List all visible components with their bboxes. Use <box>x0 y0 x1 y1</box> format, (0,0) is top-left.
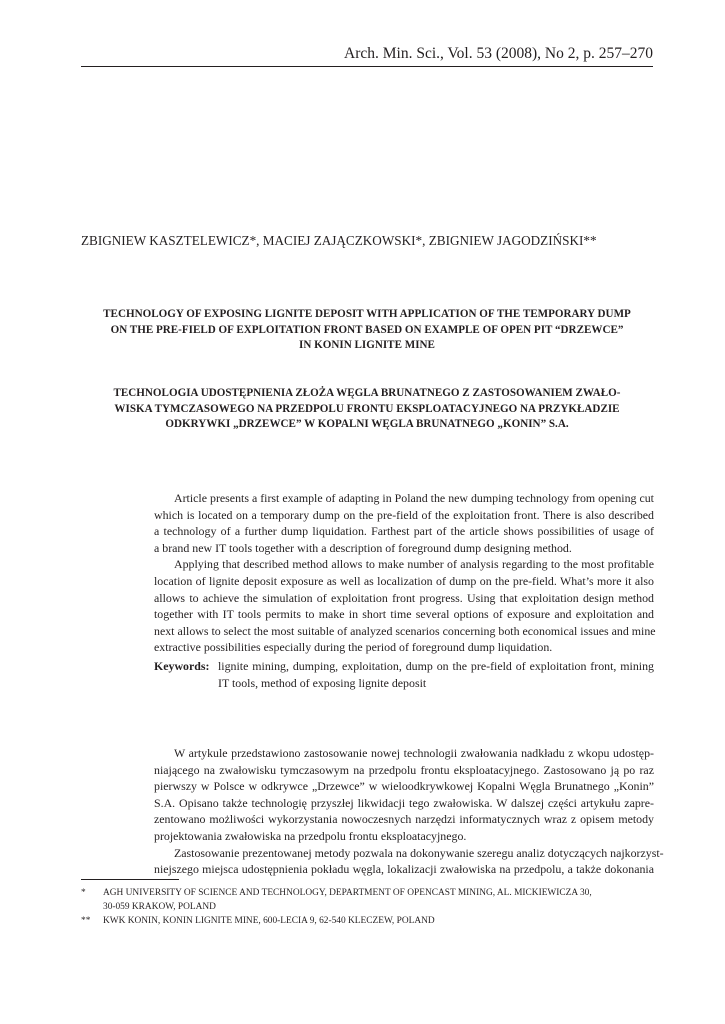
abstract-line: which is located on a temporary dump on the pre-field of the exploitation front. There is also described <box>154 507 654 522</box>
abstract-line: Zastosowanie prezentowanej metody pozwala na dokonywanie szeregu analiz dotyczących najkorzyst- <box>174 845 664 860</box>
abstract-line: together with IT tools permits to make in short time several options of exposure and exploitation and <box>154 607 654 622</box>
journal-citation: Arch. Min. Sci., Vol. 53 (2008), No 2, p. 257–270 <box>344 45 653 62</box>
abstract-line: location of lignite deposit exposure as well as localization of dump on the pre-field. What’s more it also <box>154 573 654 588</box>
title-en-line: ON THE PRE-FIELD OF EXPLOITATION FRONT BASED ON EXAMPLE OF OPEN PIT “DRZEWCE” <box>110 323 624 336</box>
title-pl-line: WISKA TYMCZASOWEGO NA PRZEDPOLU FRONTU EKSPLOATACYJNEGO NA PRZYKŁADZIE <box>114 402 620 415</box>
abstract-polish <box>154 745 664 878</box>
abstract-english <box>154 490 654 656</box>
abstract-line: zentowano możliwości wykorzystania nowoczesnych narzędzi informatycznych wraz z opisem metody <box>154 812 654 827</box>
abstract-line: allows to achieve the simulation of exploitation front progress. Using that exploitation design method <box>154 590 654 605</box>
footnote-line: AGH UNIVERSITY OF SCIENCE AND TECHNOLOGY, DEPARTMENT OF OPENCAST MINING, AL. MICKIEWICZA 30, <box>103 888 592 898</box>
title-pl-line: TECHNOLOGIA UDOSTĘPNIENIA ZŁOŻA WĘGLA BRUNATNEGO Z ZASTOSOWANIEM ZWAŁO- <box>113 387 621 399</box>
title-pl-line: ODKRYWKI „DRZEWCE” W KOPALNI WĘGLA BRUNATNEGO „KONIN” S.A. <box>165 418 569 430</box>
title-en-line: IN KONIN LIGNITE MINE <box>299 339 435 351</box>
abstract-line: Applying that described method allows to make number of analysis regarding to the most profitable <box>174 557 654 572</box>
keywords-label: Keywords: <box>154 659 210 673</box>
keywords-line: IT tools, method of exposing lignite deposit <box>218 675 427 690</box>
title-english <box>70 307 664 354</box>
abstract-line: Article presents a first example of adapting in Poland the new dumping technology from opening cut <box>174 491 654 505</box>
abstract-line: S.A. Opisano także technologię przyszłej likwidacji tego zwałowiska. W dalszej części artykułu zapre- <box>154 795 654 810</box>
abstract-line: next allows to select the most suitable of analyzed scenarios concerning both economical issues and mine <box>154 623 656 638</box>
title-en-line: TECHNOLOGY OF EXPOSING LIGNITE DEPOSIT WITH APPLICATION OF THE TEMPORARY DUMP <box>103 308 631 320</box>
footnote-mark: * <box>81 888 86 898</box>
footnote-line: KWK KONIN, KONIN LIGNITE MINE, 600-LECIA 9, 62-540 KLECZEW, POLAND <box>103 916 435 926</box>
footnote-mark: ** <box>81 916 91 926</box>
title-polish <box>70 386 664 433</box>
abstract-line: niającego na zwałowisku tymczasowym na przedpolu frontu eksploatacyjnego. Zastosowano ją po raz <box>154 762 654 777</box>
abstract-line: a brand new IT tools together with a description of foreground dump designing method. <box>154 540 572 555</box>
footnote-rule <box>81 879 179 880</box>
footnote-line: 30-059 KRAKOW, POLAND <box>103 902 216 912</box>
keywords-line: lignite mining, dumping, exploitation, dump on the pre-field of exploitation front, mining <box>218 659 654 673</box>
abstract-line: extractive possibilities especially during the period of foreground dump liquidation. <box>154 640 553 655</box>
abstract-line: a technology of a further dump liquidation. Farthest part of the article shows possibilities of usage of <box>154 524 654 539</box>
authors-line: ZBIGNIEW KASZTELEWICZ*, MACIEJ ZAJĄCZKOWSKI*, ZBIGNIEW JAGODZIŃSKI** <box>81 233 597 248</box>
abstract-line: projektowania zwałowiska na przedpolu frontu eksploatacyjnego. <box>154 828 467 843</box>
abstract-line: pierwszy w Polsce w odkrywce „Drzewce” w wieloodkrywkowej Kopalni Węgla Brunatnego „Konin” <box>154 779 654 794</box>
header-rule <box>81 66 653 67</box>
abstract-line: niejszego miejsca udostępnienia pokładu węgla, lokalizacji zwałowiska na przedpolu, a także dokonania <box>154 862 654 877</box>
abstract-line: W artykule przedstawiono zastosowanie nowej technologii zwałowania nadkładu z wkopu udostęp- <box>174 746 654 760</box>
footnote-text <box>103 886 655 914</box>
keywords-text <box>218 658 654 691</box>
footnote-text <box>103 914 655 928</box>
